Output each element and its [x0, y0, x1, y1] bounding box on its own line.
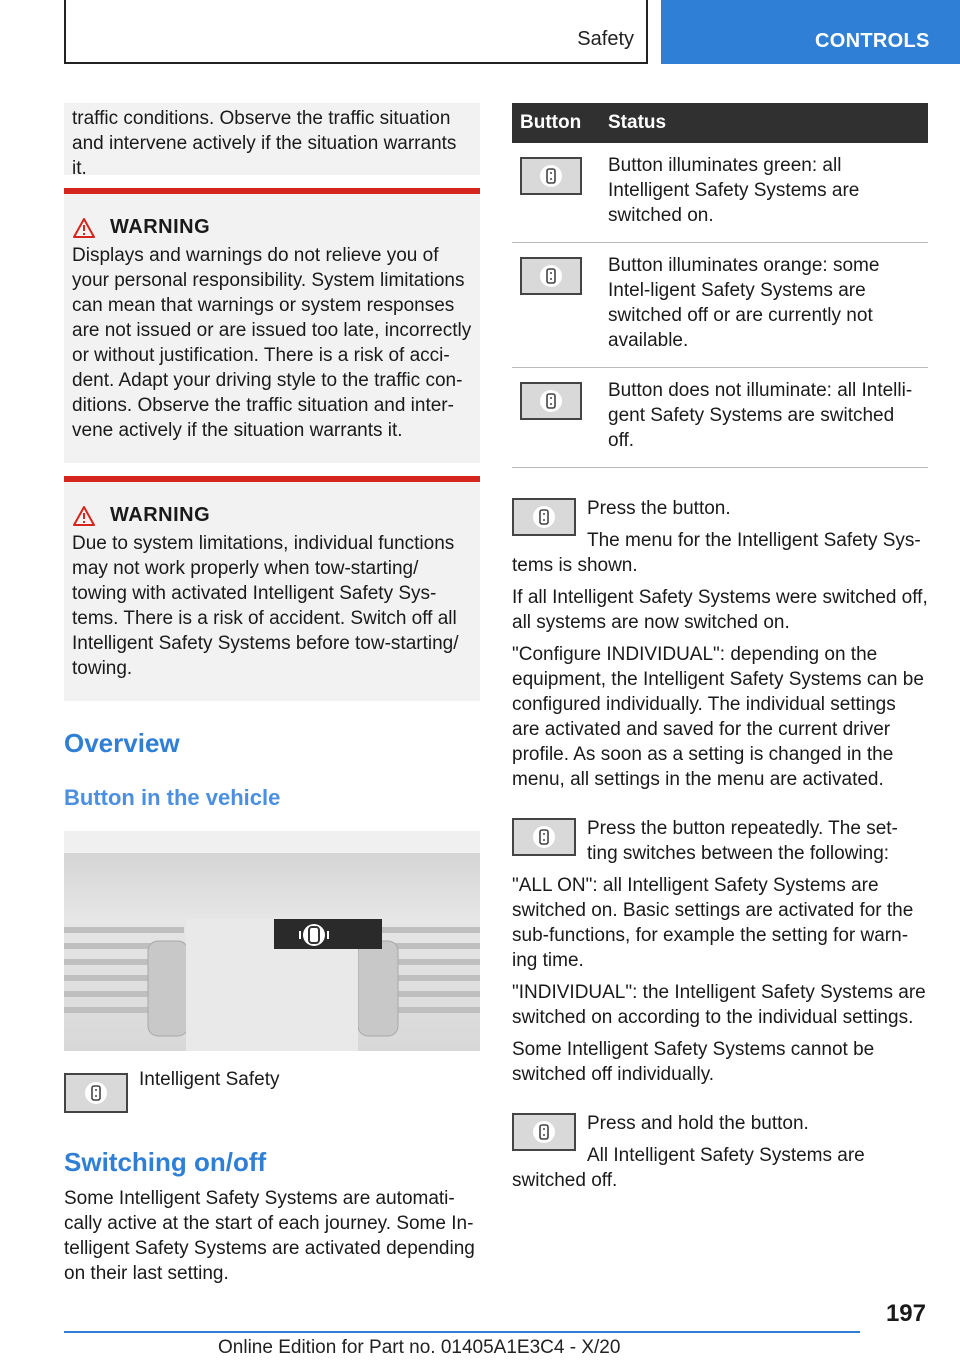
table-row	[512, 143, 928, 243]
table-cell-status: Button illuminates orange: some Intel-ligent Safety Systems are switched off or are currently not available.	[600, 243, 928, 368]
button-status-table	[512, 103, 928, 468]
page-number: 197	[885, 1300, 926, 1327]
warning-title: WARNING	[110, 216, 211, 238]
vehicle-button-photo	[64, 831, 480, 1051]
intelligent-safety-button-icon	[520, 382, 582, 420]
header-section-title: Safety	[577, 28, 634, 50]
press-detail: All Intelligent Safety Systems are switched off.	[512, 1145, 865, 1191]
warning-text: Due to system limitations, individual functions may not work properly when tow-starting/ towing with activated Intelligent Safety Sys-tems. There is a risk of accident. Switch off all Intelligent Safety Systems before tow-starting/ towing.	[72, 533, 459, 679]
paragraph: If all Intelligent Safety Systems were switched off, all systems are now switched on.	[512, 587, 928, 633]
intelligent-safety-button-icon	[64, 1073, 128, 1113]
intelligent-safety-button-icon	[512, 1113, 576, 1151]
intelligent-safety-button-icon	[520, 257, 582, 295]
table-row	[512, 243, 928, 368]
paragraph: "ALL ON": all Intelligent Safety Systems are switched on. Basic settings are activated for the sub-functions, for example the setting for warn-ing time.	[512, 875, 914, 971]
right-column	[512, 103, 928, 1193]
left-column	[64, 103, 480, 1286]
paragraph: Some Intelligent Safety Systems cannot be switched off individually.	[512, 1039, 875, 1085]
header-tab-controls[interactable]: CONTROLS	[661, 0, 960, 64]
overview-heading: Overview	[64, 728, 180, 758]
intelligent-safety-button-icon	[512, 498, 576, 536]
press-instruction-2	[512, 816, 928, 866]
intelligent-safety-button-icon	[520, 157, 582, 195]
intro-note	[64, 103, 480, 179]
table-cell-status: Button does not illuminate: all Intelli-gent Safety Systems are switched off.	[600, 368, 928, 468]
warning-title: WARNING	[110, 504, 211, 526]
paragraph: "INDIVIDUAL": the Intelligent Safety Systems are switched on according to the individual settings.	[512, 982, 926, 1028]
button-in-vehicle-heading: Button in the vehicle	[64, 785, 281, 810]
press-text: Press the button.	[587, 498, 731, 519]
table-row	[512, 368, 928, 468]
press-text: Press the button repeatedly. The set-ting switches between the following:	[587, 818, 898, 864]
intro-text: traffic conditions. Observe the traffic situation and intervene actively if the situation warrants it.	[72, 108, 457, 179]
table-header-status: Status	[600, 103, 928, 143]
switching-text: Some Intelligent Safety Systems are automati-cally active at the start of each journey. Some In-telligent Safety Systems are activated depending on their last setting.	[64, 1188, 475, 1284]
press-instruction-1	[512, 496, 928, 521]
paragraph: "Configure INDIVIDUAL": depending on the equipment, the Intelligent Safety Systems can be configured individually. The individual settings are activated and saved for the current driver profile. As soon as a setting is changed in the menu, all settings in the menu are activated.	[512, 644, 924, 790]
press-text: Press and hold the button.	[587, 1113, 809, 1134]
warning-triangle-icon	[72, 505, 96, 527]
footer-divider	[64, 1331, 860, 1333]
warning-box-1	[64, 188, 480, 463]
button-label: Intelligent Safety	[139, 1069, 280, 1090]
switching-heading: Switching on/off	[64, 1147, 267, 1177]
warning-text: Displays and warnings do not relieve you of your personal responsibility. System limitations can mean that warnings or system responses are not issued or are issued too late, incorrectly or without justification. There is a risk of acci-dent. Adapt your driving style to the traffic con-ditions. Observe the traffic situation and inter-vene actively if the situation warrants it.	[72, 245, 472, 441]
warning-box-2	[64, 476, 480, 701]
press-detail: The menu for the Intelligent Safety Sys-tems is shown.	[512, 530, 921, 576]
warning-triangle-icon	[72, 217, 96, 239]
header-frame	[64, 0, 648, 64]
footer-edition: Online Edition for Part no. 01405A1E3C4 - X/20	[218, 1337, 621, 1358]
intelligent-safety-button-icon	[512, 818, 576, 856]
table-cell-status: Button illuminates green: all Intelligent Safety Systems are switched on.	[600, 143, 928, 243]
press-instruction-3	[512, 1111, 928, 1136]
table-header-button: Button	[512, 103, 600, 143]
